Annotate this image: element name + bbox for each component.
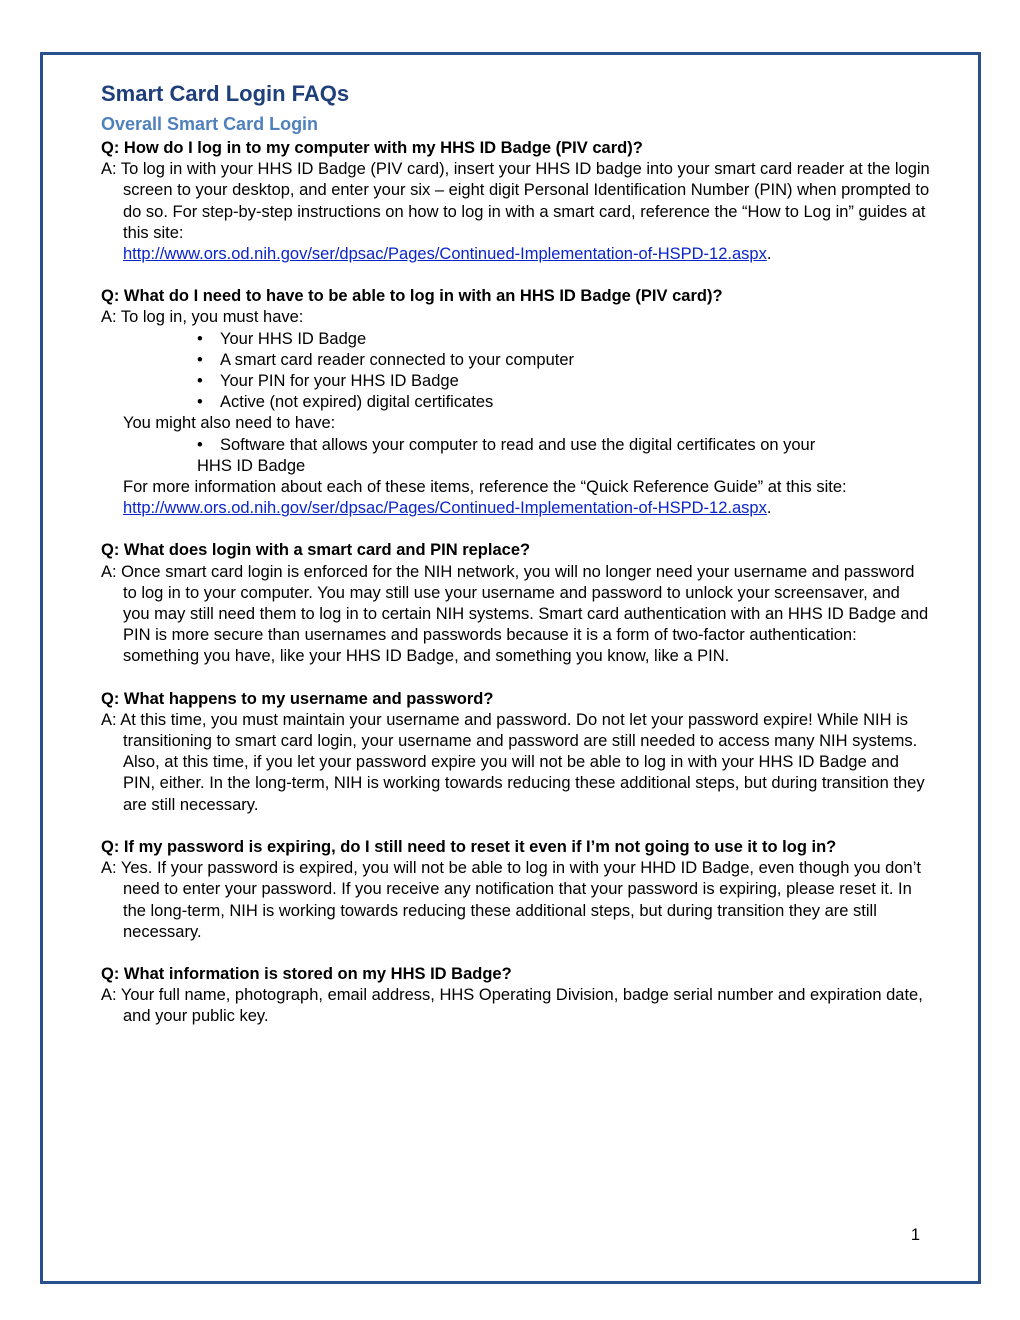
answer-text: A: To log in with your HHS ID Badge (PIV card), insert your HHS ID badge into your smart card reader at the login screen to your desktop, and enter your six – eight digit Personal Identification Number (PIN) when prompted to do so. For step-by-step instructions on how to log in with a smart card, reference the “How to Log in” guides at this site: [101,160,930,242]
bullet-icon: • [197,350,203,369]
page-number: 1 [910,1226,920,1244]
list-item-text: A smart card reader connected to your computer [220,350,575,369]
list-item-text: Active (not expired) digital certificates [220,393,494,412]
bullet-icon: • [197,435,203,454]
more-info-label: For more information about each of these items, reference the “Quick Reference Guide” at this site: [123,478,847,497]
document-body [101,80,931,1049]
also-need-text: You might also need to have: [123,414,336,433]
list-item [197,329,931,350]
answer: A: At this time, you must maintain your username and password. Do not let your password expire! While NIH is transitioning to smart card login, your username and password are still needed to access many NIH systems. Also, at this time, if you let your password expire you will not be able to log in with your HHS ID Badge and PIN, either. In the long-term, NIH is working towards reducing these additional steps, but during transition they are still necessary. [101,710,925,814]
bullet-icon: • [197,329,203,348]
more-info-text [101,477,931,519]
optional-list [101,435,931,477]
requirements-list [101,329,931,414]
question: Q: What do I need to have to be able to log in with an HHS ID Badge (PIV card)? [101,287,723,306]
answer [101,159,931,265]
hspd12-link[interactable]: http://www.ors.od.nih.gov/ser/dpsac/Pages/Continued-Implementation-of-HSPD-12.aspx [123,245,767,264]
question: Q: What does login with a smart card and PIN replace? [101,541,531,560]
list-item-text-continued: HHS ID Badge [197,456,306,475]
section-heading: Overall Smart Card Login [101,114,319,134]
list-item [197,350,931,371]
bullet-icon: • [197,372,203,391]
list-item-text: Your PIN for your HHS ID Badge [220,372,459,391]
question: Q: How do I log in to my computer with my HHS ID Badge (PIV card)? [101,139,643,157]
faq-item-requirements [101,286,931,519]
list-item-text: Software that allows your computer to read and use the digital certificates on your [220,435,816,454]
question: Q: What happens to my username and password? [101,689,494,708]
list-item [197,435,931,477]
answer: A: To log in, you must have: [101,308,304,327]
answer: A: Yes. If your password is expired, you will not be able to log in with your HHD ID Badge, even though you don’t need to enter your password. If you receive any notification that your password is expiring, please reset it. In the long-term, NIH is working towards reducing these additional steps, but during transition they are still necessary. [101,859,921,941]
question: Q: What information is stored on my HHS ID Badge? [101,964,512,983]
answer: A: Your full name, photograph, email address, HHS Operating Division, badge serial number and expiration date, and your public key. [101,986,923,1026]
punctuation: . [766,245,772,264]
hspd12-link[interactable]: http://www.ors.od.nih.gov/ser/dpsac/Pages/Continued-Implementation-of-HSPD-12.aspx [123,499,767,518]
list-item-text: Your HHS ID Badge [220,329,367,348]
bullet-icon: • [197,393,203,412]
faq-item-password-reset [101,837,931,943]
answer: A: Once smart card login is enforced for the NIH network, you will no longer need your username and password to log in to your computer. You may still use your username and password to unlock your screensaver, and you may still need them to log in to certain NIH systems. Smart card authentication with an HHS ID Badge and PIN is more secure than usernames and passwords because it is a form of two-factor authentication: something you have, like your HHS ID Badge, and something you know, like a PIN. [101,562,929,666]
faq-item-login [101,138,931,265]
faq-item-replace [101,540,931,667]
list-item [197,392,931,413]
faq-item-badge-info [101,964,931,1028]
document-title: Smart Card Login FAQs [101,81,350,106]
faq-item-username-password [101,689,931,816]
list-item [197,371,931,392]
question: Q: If my password is expiring, do I still need to reset it even if I’m not going to use it to log in? [101,837,837,856]
punctuation: . [766,499,772,518]
